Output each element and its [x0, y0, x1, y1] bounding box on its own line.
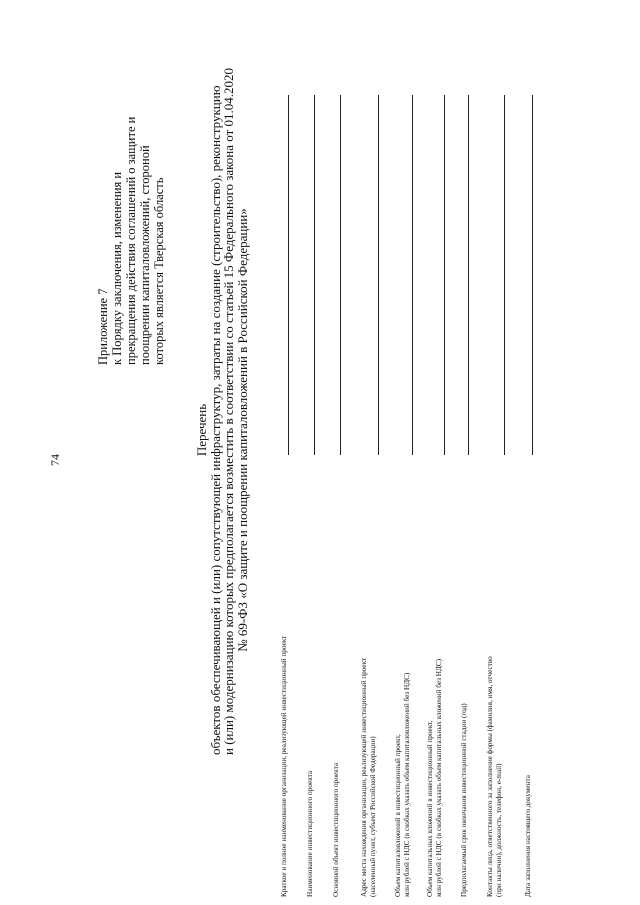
appendix-line: которых является Тверская область [152, 177, 166, 365]
form-row-label-line: млн рублей с НДС (в скобках указать объем капиталовложений без НДС) [403, 672, 411, 897]
form-row-label-line: Основной объект инвестиционного проекта [332, 762, 340, 897]
form-field-line[interactable] [314, 95, 315, 455]
form-row-label [306, 457, 315, 897]
form-row-label [486, 457, 504, 897]
form-field-line[interactable] [288, 95, 289, 455]
heading-line: № 69-ФЗ «О защите и поощрении капиталовложений в Российской Федерации» [234, 208, 250, 652]
form-field-line[interactable] [378, 95, 379, 455]
appendix-line: к Порядку заключения, изменения и [110, 171, 124, 365]
form-row-label-line: Дата заполнения настоящего документа [524, 775, 532, 897]
form-row-label [426, 457, 444, 897]
form-field-line[interactable] [504, 95, 505, 455]
appendix-line: Приложение 7 [96, 288, 110, 365]
document-heading [194, 67, 250, 755]
form-row-label-line: Объем капиталовложений в инвестиционный проект, [394, 734, 402, 897]
form-row-label-line: (населенный пункт, субъект Российской Федерации) [369, 736, 377, 897]
form-row-label-line: млн рублей с НДС (в скобках указать объем капитальных вложений без НДС) [435, 658, 443, 897]
appendix-reference-block [96, 5, 166, 365]
form-row-label-line: Наименование инвестиционного проекта [306, 770, 314, 897]
appendix-line: поощрении капиталовложений, стороной [138, 145, 152, 365]
page-number: 74 [48, 454, 62, 466]
heading-title: Перечень [194, 403, 209, 457]
form-row-label [332, 457, 341, 897]
form-row-label [394, 457, 412, 897]
form-field-line[interactable] [340, 95, 341, 455]
form-row-label-line: Краткое и полное наименование организации, реализующей инвестиционный проект [280, 635, 288, 897]
form-field-line[interactable] [532, 95, 533, 455]
form-row-label [460, 457, 469, 897]
heading-line: объектов обеспечивающей и (или) сопутствующей инфраструктур, затраты на создание (строительство), реконструкцию [207, 85, 223, 755]
form-row-label [280, 457, 289, 897]
form-row-label-line: Объем капитальных вложений в инвестиционный проект, [426, 720, 434, 897]
form-field-line[interactable] [412, 95, 413, 455]
form-row-label-line: Адрес места нахождения организации, реализующей инвестиционный проект [360, 657, 368, 897]
form-row-label [360, 457, 378, 897]
form-field-line[interactable] [468, 95, 469, 455]
form-field-line[interactable] [444, 95, 445, 455]
form-row-label-line: (при наличии), должность, телефон, e-mail) [495, 763, 503, 897]
form-row-label-line: Предполагаемый срок окончания инвестиционной стадии (год) [460, 703, 468, 897]
appendix-line: прекращения действия соглашений о защите и [124, 116, 138, 365]
heading-line: и (или) модернизацию которых предполагается возместить в соответствии со статьей 15 Федерального закона от 01.04.2020 [221, 67, 236, 755]
form-row-label-line: Контакты лица, ответственного за заполнение формы (фамилия, имя, отчество [486, 656, 494, 897]
form-row-label [524, 457, 533, 897]
